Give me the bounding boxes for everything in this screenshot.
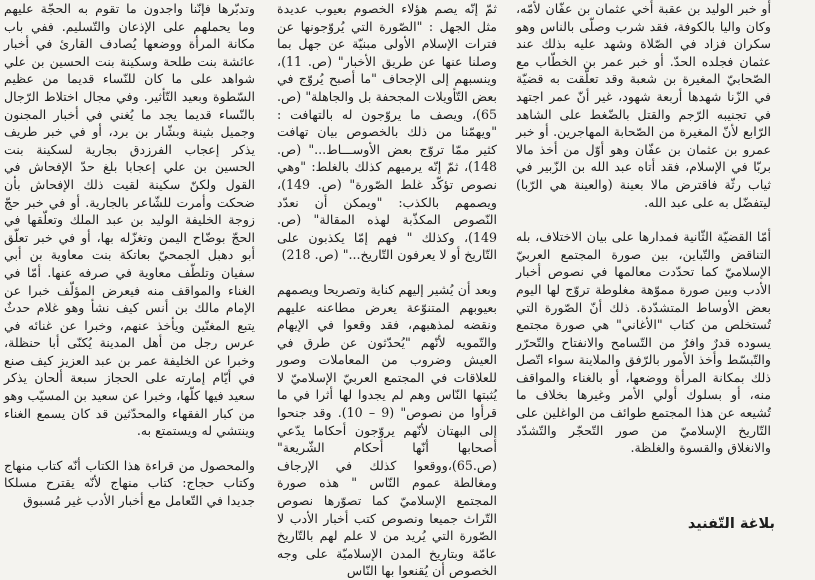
right-paragraph-1: أو خبر الوليد بن عقبة أخي عثمان بن عفّان لأمّه، وكان واليا بالكوفة، فقد شرب وصلّى بالناس وهو سكران فزاد في الصّلاة وشهد عليه بذلك عند عثمان فجلده الحدّ. أو خبر عمر بن الخطّاب مع الصّحابيّ المغيرة بن شعبة وقد تعلّقت به قضيّة في الزّنا شهدها أربعة شهود، غير أنّ عمر اجتهد في تجنيبه الرّجم والقتل بالضّغط على الشاهد الرّابع لأنّ المغيرة من الصّحابة المهاجرين. أو خبر عمرو بن عثمان بن عفّان وهو أوّل من أخذ مالا بربّا في الإسلام، فقد أتاه عبد الله بن الزّبير في ثياب رثّة فاقترض مالا بعينة (والعينة هي الرّبا) ليتفضّل به على عبد الله. xyxy=(516,1,771,210)
left-paragraph-1: وتدبّرها فإنّنا واجدون ما تقوم به الحجّة عليهم وما يحملهم على الإذعان والتّسليم. ففي باب مكانة المرأة ووضعها يُصادف القارئ في أخبار عائشة بنت طلحة وسكينة بنت الحسين بن علي شواهد على ما كان للنّساء قديما من عظيم السّطوة وبعيد التّأثير. وفي مجال اختلاط الرّجال بالنّساء قديما يجد ما يُغني في أخبار المجنون وجميل بثينة وبشّار بن برد، أو في خبر طريف يذكر إعجاب الفرزدق بجارية لسكينة بنت الحسين بن علي إعجابا بلغ حدّ الإفحاش في القول ولكنّ سكينة لقيت ذلك الإفحاش بأن ضحكت وأمرت للشّاعر بالجارية. أو في خبر حجّ زوجة الخليفة الوليد بن عبد الملك وتعلّقها في الحجّ بوضّاح اليمن وتغزّله بها، أو في خبر تعلّق أبو دهبل الجمحيّ بعاتكة بنت معاوية بن أبي سفيان وتلطّف معاوية في صرفه عنها. أمّا في الغناء والمواقف منه فيعرض المؤلّف خبرا عن الإمام مالك بن أنس كيف نشأ وهو غلام حدثٌ يتبع المغنّين ويأخذ عنهم، وخبرا عن غنائه في عرس رجل من أهل المدينة يُكنّى أبا حنظلة، وخبرا عن الخليفة عمر بن عبد العزيز كيف صنع في أيّام إمارته على الحجاز سبعة ألحان يذكر سعيد فيها كلّها، وخبرا عن سعيد بن المسيّب وهو من كبار الفقهاء والمحدّثين قد كان يسمع الغناء وينتشي له ويستمتع به. xyxy=(4,1,255,439)
middle-paragraph-2: وبعد أن يُشير إليهم كناية وتصريحا ويصمهم بعيوبهم المتنوّعة يعرض مطاعنه عليهم ونقضه لمذهبهم، فقد وقعوا في الإيهام والتّمويه لأنّهم "يُحدّثون عن طرق في العيش وضروب من المعاملات وصور للعلاقات في المجتمع العربيّ الإسلاميّ لا يُثبتها النّاس وهم لم يجدوا لها أثرا في ما قرأوا من نصوص" (9 – 10). وقد جنحوا إلى البهتان لأنّهم يروّجون أحكاما يدّعي أصحابها أنّها أحكام الشّريعة" (ص.65)،ووقعوا كذلك في الإرجاف ومغالطة عموم النّاس " هذه صورة المجتمع الإسلاميّ كما تصوّرها نصوص التّراث جميعا ونصوص كتب أخبار الأدب لا الصّورة التي يُريد من لا علم لهم بالتّاريخ عامّة وبتاريخ المدن الإسلاميّة على وجه الخصوص أن يُقنعوا بها النّاس xyxy=(277,281,497,579)
left-paragraph-2: والمحصول من قراءة هذا الكتاب أنّه كتاب منهاج وكتاب حجاج: كتاب منهاج لأنّه يقترح مسلكا جديدا في التّعامل مع أخبار الأدب غير مُسبوق xyxy=(4,457,255,509)
section-heading: بلاغة التّفنيد xyxy=(687,516,775,532)
right-column xyxy=(516,0,771,543)
left-column xyxy=(4,0,255,543)
section-heading-wrap xyxy=(675,516,775,532)
middle-paragraph-1: ثمّ إنّه يصم هؤلاء الخصوم بعيوب عديدة مثل الجهل : "الصّورة التي يُروّجونها عن فترات الإسلام الأولى مبنيّة عن جهل بما وصلنا عنها عن طريق الأخبار" (ص. 11)، وينسبهم إلى الإجحاف "ما أصبح يُروّج في بعض التّأويلات المجحفة بل والجاهلة" (ص. 65)، ويصف ما يروّجون له بالتهافت : "ويهمّنا من ذلك بالخصوص بيان تهافت كثير ممّا تروّج بعض الأوســـاط..." (ص. 148)، ثمّ إنّه يرميهم كذلك بالغلط: "وهي نصوص تؤكّد غلط الصّورة" (ص. 149)، ويصمهم بالكذب: "ويمكن أن نعدّد النّصوص المكذّبة لهذه المقالة" (ص. 149)، وكذلك " فهم إمّا يكذبون على التّاريخ أو لا يعرفون التّاريخ..." (ص. 218) xyxy=(277,1,497,263)
right-paragraph-2: أمّا القضيّة الثّانية فمدارها على بيان الاختلاف، بله التناقض والتّباين، بين صورة المجتمع العربيّ الإسلاميّ كما تحدّدت معالمها في نصوص أخبار الأدب وبين صورة مموّهة مغلوطة تروّج لها اليوم بعض الأوساط المتشدّدة. ذلك أنّ الصّورة التي تُستخلص من كتاب "الأغاني" هي صورة مجتمع يسوده قدرٌ وافرٌ من التّسامح والانفتاح والتّحرّر والتّبسّط وأخذ الأمور بالرّفق والملاينة سواء اتّصل ذلك بمكانة المرأة ووضعها، أو بالغناء والمواقف منه، أو بسلوك أولي الأمر وغيرها بخلاف ما تُشيعه عن هذا المجتمع طوائف من الواغلين على التّاريخ الإسلاميّ من صور التّحجّر والتّشدّد والانغلاق والقسوة والغلظة. xyxy=(516,229,771,456)
middle-column xyxy=(277,0,497,579)
